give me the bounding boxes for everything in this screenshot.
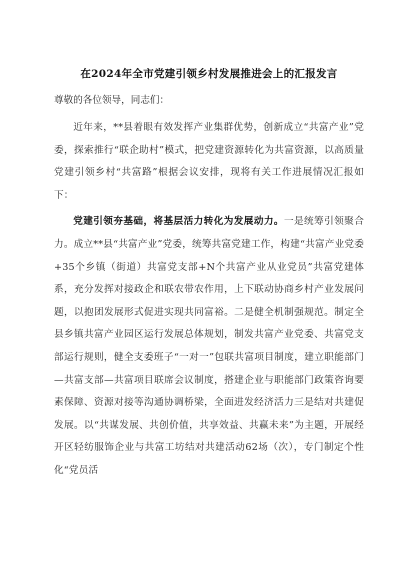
section-heading: 党建引领夯基础，将基层活力转化为发展动力。 (73, 216, 284, 228)
salutation: 尊敬的各位领导，同志们： (54, 95, 170, 106)
paragraph-text: 一是统筹引领聚合力。成立**县“共富产业”党委，统筹共富党建工作，构建“共富产业党委+35个乡镇（街道）共富党支部+N个共富产业从业党员”共富党建体系，充分发挥对接政企和联农带农作用，上下联动协商乡村产业发展问题，以抱团发展形式促进实现共同富裕。二是健全机制强规范。制定全县乡镇共富产业园区运行发展总体规划，制发共富产业党委、共富党支部运行规则，健全支委班子“一对一”包联共富项目制度，建立职能部门—共富支部—共富项目联席会议制度，搭建企业与职能部门政策咨询要素保障、资源对接等沟通协调桥梁，全面进发经济活力三是结对共建促发展。以“共谋发展、共创价值，共享效益、共赢未来”为主题，开展经开区轻纺服饰企业与共富工坊结对共建活动62场（次），专门制定个性化“党员活 (54, 216, 364, 476)
paragraph-text: 近年来，**县着眼有效发挥产业集群优势，创新成立“共富产业”党委，探索推行“联企助村”模式，把党建资源转化为共富资源，以高质量党建引领乡村“共富路”根据会议安排，现将有关工作进展情况汇报如下： (54, 122, 364, 201)
body-paragraph-section-1 (54, 211, 364, 482)
document-title: 在2024年全市党建引领乡村发展推进会上的汇报发言 (80, 68, 338, 80)
body-paragraph-intro (54, 117, 364, 207)
